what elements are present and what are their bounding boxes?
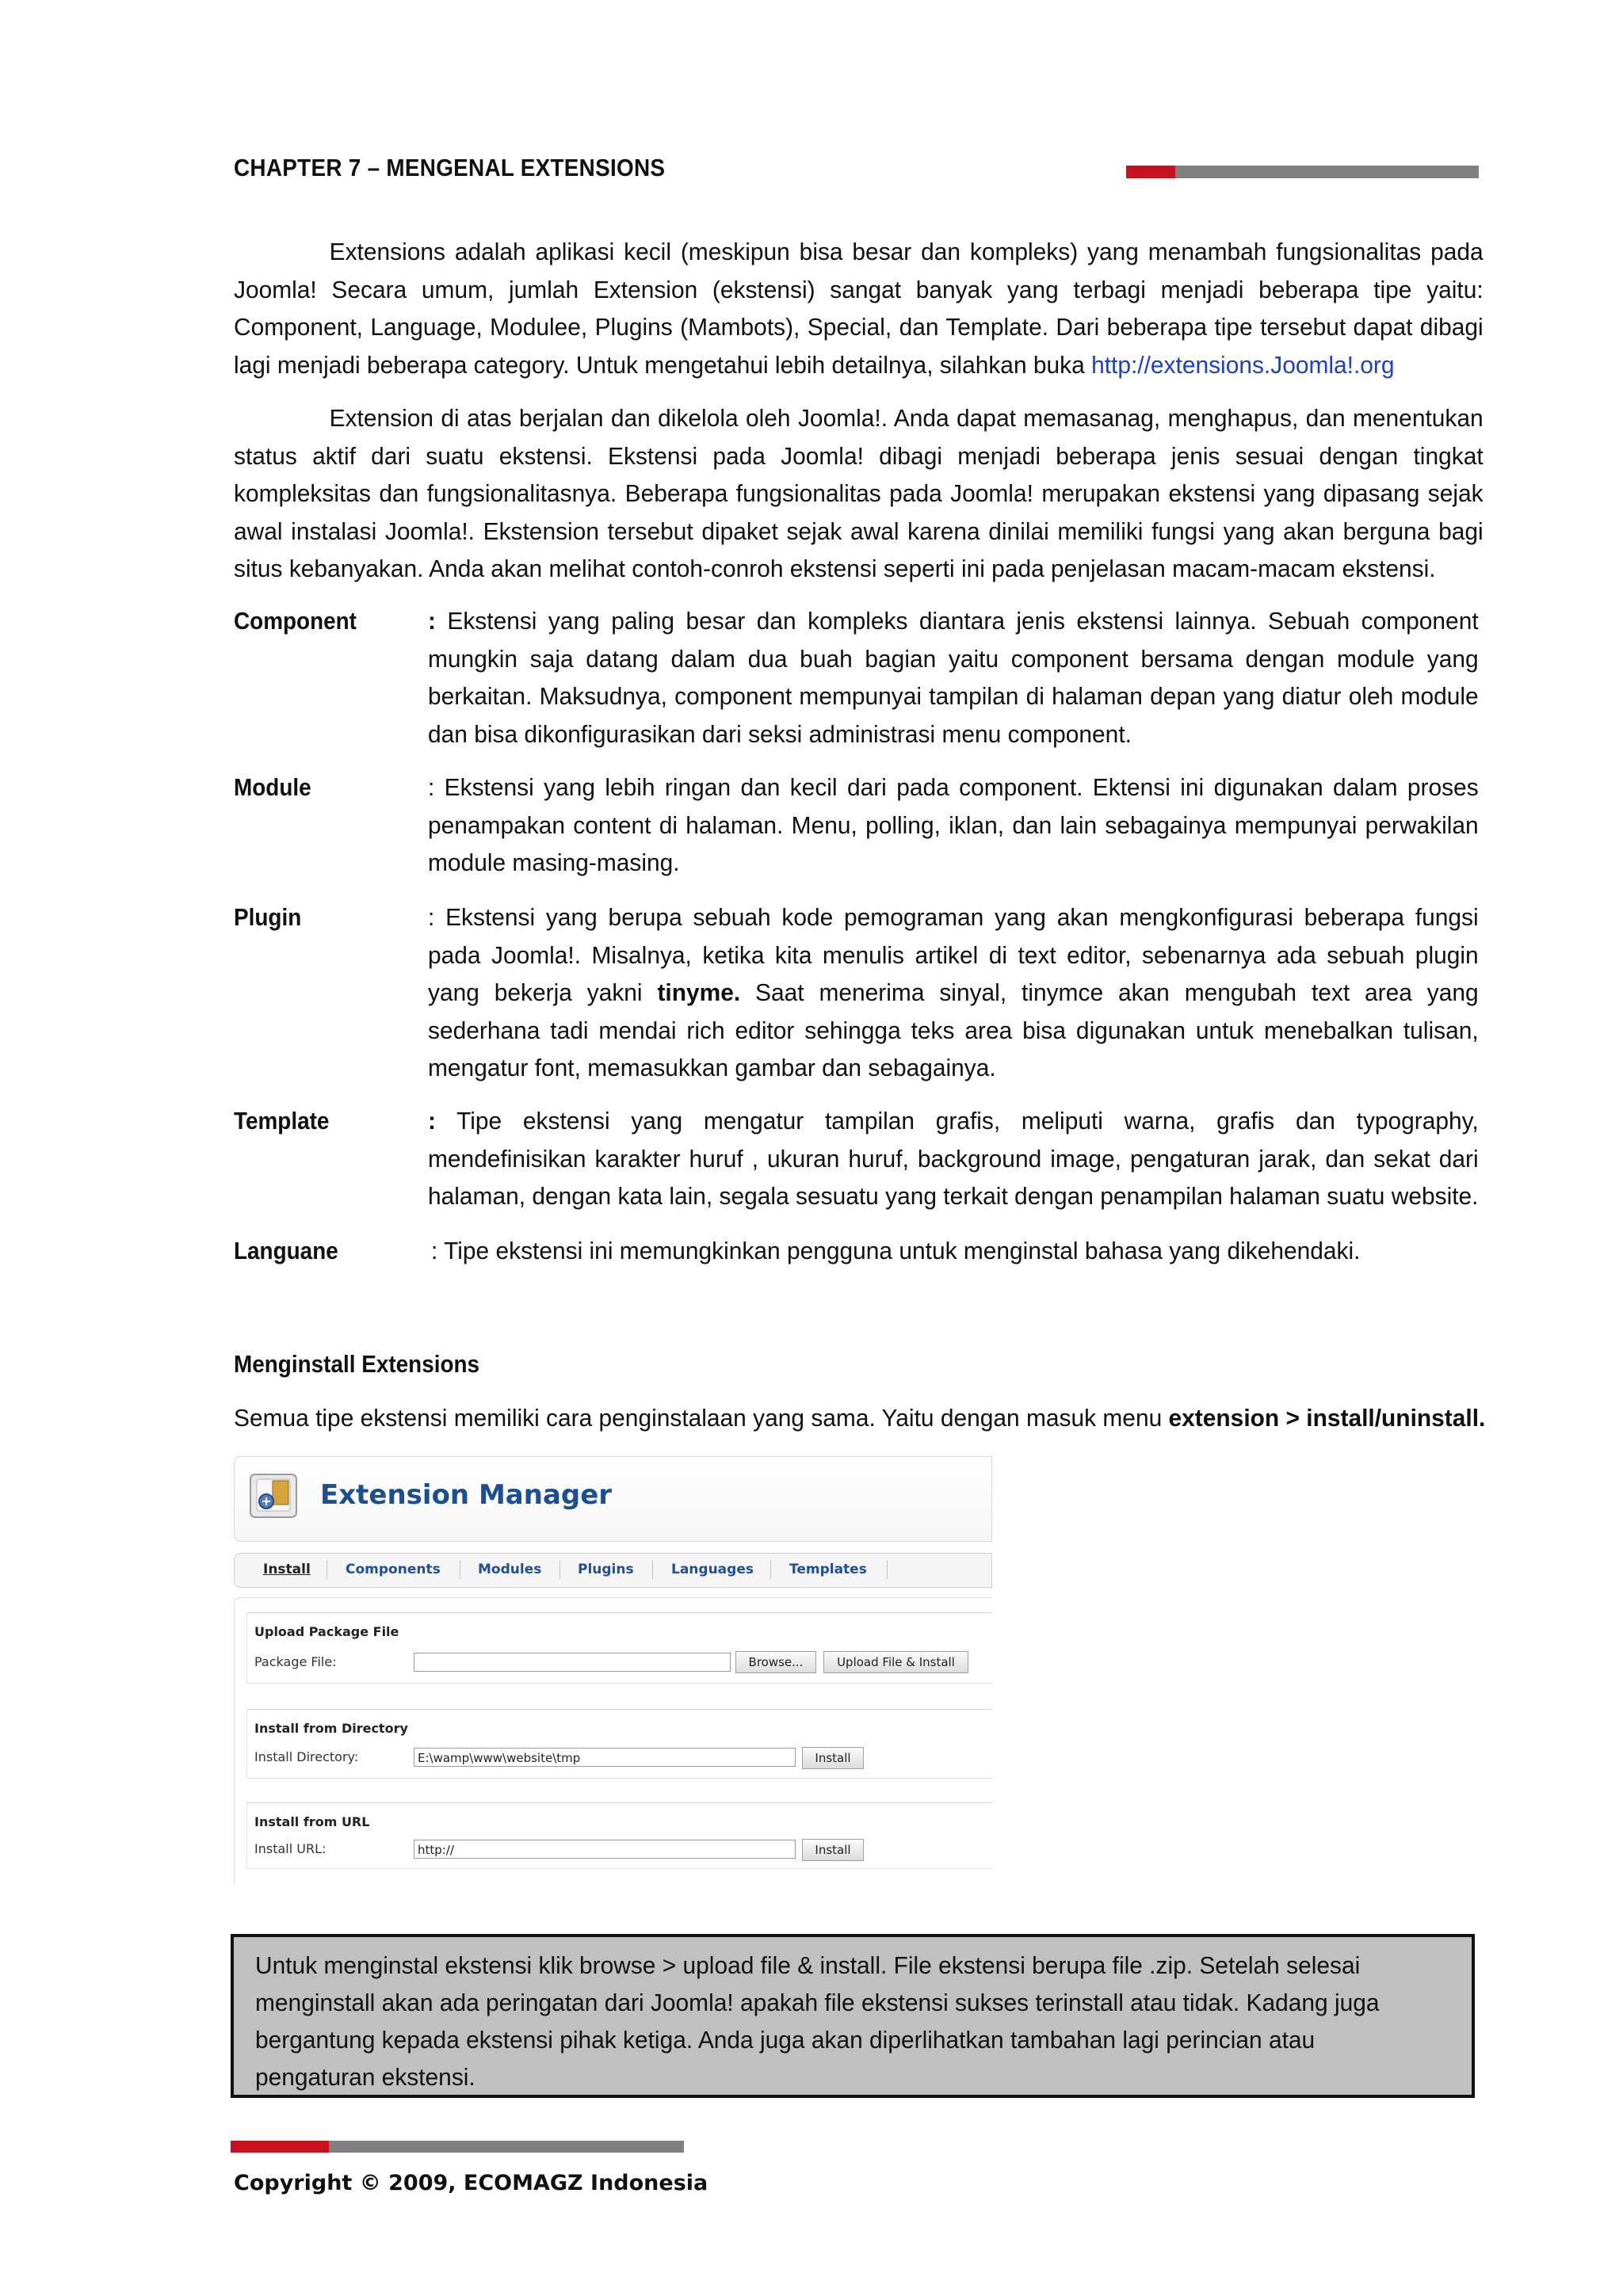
extension-manager-screenshot — [234, 1456, 991, 1884]
intro-text — [234, 233, 1484, 604]
definition-component — [234, 602, 1479, 753]
section-title: Menginstall Extensions — [234, 1350, 480, 1378]
term-module: Module — [234, 773, 311, 801]
desc-plugin-b: Saat menerima sinyal, tinymce akan mengubah text area yang sederhana tadi mendai rich editor sehingga teks area bisa digunakan untuk menebalkan tulisan, mengatur font, memasukkan gambar dan sebagainya. — [428, 978, 1479, 1081]
footer-accent-red-bar — [231, 2141, 329, 2153]
definition-template — [234, 1102, 1479, 1215]
package-file-label: Package File: — [254, 1654, 337, 1669]
chapter-title: CHAPTER 7 – MENGENAL EXTENSIONS — [234, 154, 666, 181]
extensions-link[interactable]: http://extensions.Joomla!.org — [1091, 350, 1395, 379]
definition-plugin — [234, 898, 1479, 1087]
tab-plugins[interactable]: Plugins — [578, 1562, 634, 1577]
upload-install-button[interactable]: Upload File & Install — [823, 1651, 968, 1673]
install-url-title: Install from URL — [254, 1814, 370, 1829]
header-accent-gray-bar — [1175, 166, 1479, 178]
paragraph-2: Extension di atas berjalan dan dikelola oleh Joomla!. Anda dapat memasanag, menghapus, dan menentukan status aktif dari suatu ekstensi. Ekstensi pada Joomla! dibagi menjadi beberapa jenis sesuai dengan tingkat kompleksitas dan fungsionalitasnya. Beberapa fungsionalitas pada Joomla! merupakan ekstensi yang dipasang sejak awal instalasi Joomla!. Ekstension tersebut dipaket sejak awal karena dinilai memiliki fungsi yang akan berguna bagi situs kebanyakan. Anda akan melihat contoh-conroh ekstensi seperti ini pada penjelasan macam-macam ekstensi. — [234, 404, 1484, 582]
tab-separator — [559, 1560, 560, 1579]
desc-template: Tipe ekstensi yang mengatur tampilan grafis, meliputi warna, grafis dan typography, mendefinisikan karakter huruf , ukuran huruf, background image, pengaturan jarak, dan sekat dari halaman, dengan kata lain, segala sesuatu yang terkait dengan penampilan halaman suatu website. — [428, 1107, 1479, 1210]
package-file-input[interactable] — [414, 1653, 731, 1672]
install-url-input[interactable]: http:// — [414, 1840, 796, 1859]
desc-module: : Ekstensi yang lebih ringan dan kecil dari pada component. Ektensi ini digunakan dalam proses penampakan content di halaman. Menu, polling, iklan, dan lain sebagainya mempunyai perwakilan module masing-masing. — [428, 773, 1479, 876]
extension-manager-header — [234, 1456, 992, 1542]
upload-package-section — [246, 1612, 992, 1684]
section-intro-text: Semua tipe ekstensi memiliki cara penginstalaan yang sama. Yaitu dengan masuk menu — [234, 1404, 1169, 1432]
install-directory-label: Install Directory: — [254, 1749, 359, 1764]
install-directory-button[interactable]: Install — [802, 1747, 864, 1769]
template-colon: : — [428, 1107, 436, 1135]
desc-languane: : Tipe ekstensi ini memungkinkan pengguna untuk menginstal bahasa yang dikehendaki. — [431, 1237, 1361, 1264]
desc-plugin-a: : Ekstensi yang berupa sebuah kode pemograman yang akan mengkonfigurasi beberapa fungsi pada Joomla!. Misalnya, ketika kita menulis artikel di text editor, sebenarnya ada sebuah plugin yang bekerja yakni — [428, 903, 1479, 1006]
install-panel — [234, 1597, 991, 1885]
install-directory-title: Install from Directory — [254, 1721, 408, 1736]
desc-component: Ekstensi yang paling besar dan kompleks diantara jenis ekstensi lainnya. Sebuah component mungkin saja datang dalam dua buah bagian yaitu component bersama dengan module yang berkaitan. Maksudnya, component mempunyai tampilan di halaman depan yang diatur oleh module dan bisa dikonfigurasikan dari seksi administrasi menu component. — [428, 607, 1479, 748]
component-colon: : — [428, 607, 436, 635]
tab-install[interactable]: Install — [263, 1562, 311, 1577]
section-intro-menu-path: extension > install/uninstall. — [1168, 1404, 1486, 1432]
extension-manager-icon — [249, 1471, 300, 1520]
copyright: Copyright © 2009, ECOMAGZ Indonesia — [234, 2171, 708, 2195]
header-accent-red-bar — [1126, 166, 1175, 178]
tab-components[interactable]: Components — [346, 1562, 441, 1577]
section-intro — [234, 1404, 1485, 1432]
extension-manager-title: Extension Manager — [320, 1479, 613, 1511]
term-plugin: Plugin — [234, 903, 302, 931]
extension-manager-tabs — [234, 1553, 992, 1588]
paragraph-1 — [234, 233, 1484, 383]
tab-languages[interactable]: Languages — [671, 1562, 754, 1577]
tab-modules[interactable]: Modules — [478, 1562, 542, 1577]
upload-package-title: Upload Package File — [254, 1624, 399, 1639]
definition-module — [234, 769, 1479, 882]
footer-accent-gray-bar — [329, 2141, 684, 2153]
install-directory-input[interactable]: E:\wamp\www\website\tmp — [414, 1748, 796, 1767]
note-text: Untuk menginstal ekstensi klik browse > upload file & install. File ekstensi berupa file .zip. Setelah selesai menginstall akan ada peringatan dari Joomla! apakah file ekstensi sukses terinstall atau tidak. Kadang juga bergantung kepada ekstensi pihak ketiga. Anda juga akan diperlihatkan tambahan lagi perincian atau pengaturan ekstensi. — [255, 1951, 1380, 2091]
paragraph-1-text: Extensions adalah aplikasi kecil (meskipun bisa besar dan kompleks) yang menambah fungsionalitas pada Joomla! Secara umum, jumlah Extension (ekstensi) sangat banyak yang terbagi menjadi beberapa tipe yaitu: Component, Language, Modulee, Plugins (Mambots), Special, dan Template. Dari beberapa tipe tersebut dapat dibagi lagi menjadi beberapa category. Untuk mengetahui lebih detailnya, silahkan buka — [234, 238, 1484, 379]
tab-separator — [652, 1560, 653, 1579]
install-url-label: Install URL: — [254, 1841, 327, 1856]
term-template: Template — [234, 1107, 330, 1135]
tab-separator — [887, 1560, 888, 1579]
plugin-bold-tinyme: tinyme. — [657, 978, 741, 1006]
install-url-button[interactable]: Install — [802, 1839, 864, 1861]
tab-separator — [770, 1560, 771, 1579]
term-component: Component — [234, 607, 357, 635]
browse-button[interactable]: Browse... — [735, 1651, 816, 1673]
install-url-section — [246, 1802, 992, 1869]
tab-templates[interactable]: Templates — [789, 1562, 867, 1577]
definition-languane — [234, 1232, 1479, 1270]
term-languane: Languane — [234, 1237, 338, 1264]
install-directory-section — [246, 1709, 992, 1779]
note-box — [231, 1934, 1475, 2098]
